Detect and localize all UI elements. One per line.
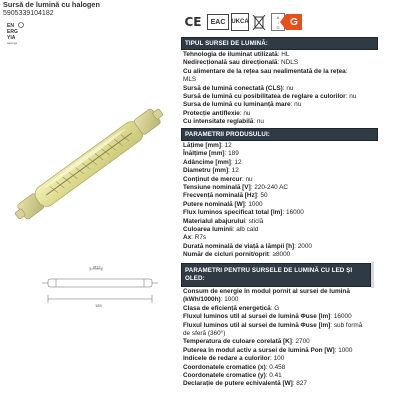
svg-text:Ø12: Ø12: [93, 265, 101, 270]
spec-label: Sursă de lumină conectată (CLS): [183, 84, 283, 92]
eac-mark-icon: EAC: [207, 14, 229, 30]
spec-label: Flux luminos specificat total [lm]: [183, 209, 283, 217]
spec-label: Puterea în modul activ a sursei de lumină Pon [W]: [183, 346, 335, 354]
scrollbar[interactable]: [371, 262, 374, 288]
spec-value: : HL: [277, 51, 290, 58]
section-body: [181, 50, 378, 128]
spec-row: [183, 184, 376, 192]
spec-row: [183, 159, 376, 167]
spec-row: [183, 243, 376, 251]
spec-value: : nu: [290, 101, 302, 109]
svg-text:savings: savings: [7, 41, 18, 45]
spec-value: : sticlă: [245, 217, 264, 225]
spec-value: : 189: [224, 150, 239, 158]
spec-label: Putere nominală [W]: [183, 200, 245, 208]
section-header: TIPUL SURSEI DE LUMINĂ:: [181, 37, 378, 50]
spec-value: : G: [270, 304, 280, 312]
spec-label: Coordonatele cromatice (y): [183, 372, 266, 380]
svg-text:EN: EN: [7, 23, 14, 29]
spec-value: : nu: [239, 109, 251, 117]
spec-label: Culoarea luminii: [183, 226, 233, 234]
spec-value: : 827: [292, 380, 307, 388]
spec-row: [183, 347, 369, 355]
spec-row: [183, 68, 376, 76]
spec-label: Tensiune nominală [V]: [183, 184, 251, 192]
weee-bin-icon: [251, 12, 267, 32]
energy-class-letter: G: [286, 14, 302, 30]
spec-row: [183, 218, 376, 226]
spec-value: : 12: [230, 158, 242, 166]
spec-value: : nu: [282, 84, 294, 92]
technical-drawing: [40, 265, 160, 313]
spec-row: [183, 338, 369, 346]
spec-row: [183, 226, 376, 234]
spec-label: Protecție antiflexie: [183, 109, 240, 117]
spec-label: Durată nominală de viață a lămpii [h]: [183, 242, 295, 250]
energy-scale-icon: A ↓ G: [271, 13, 285, 31]
spec-label: Materialul abajurului: [183, 217, 246, 225]
spec-value: : NDLS: [277, 59, 299, 67]
spec-label: Frecvență nominală [Hz]: [183, 192, 257, 200]
spec-value: : nu: [253, 118, 264, 126]
section-body: [181, 287, 371, 390]
spec-label: Fluxul luminos util al sursei de lumină Φuse [lm]: [183, 313, 331, 321]
certification-icons: [181, 10, 400, 34]
spec-label: Adâncime [mm]: [183, 158, 231, 166]
ce-mark-icon: CE: [184, 15, 202, 29]
spec-row: [183, 93, 376, 101]
spec-label: Fluxul luminos util al sursei de lumină Φuse [lm]: [183, 321, 331, 329]
section-header: PARAMETRI PENTRU SURSELE DE LUMINĂ CU LED ȘI OLED:: [181, 263, 371, 287]
section-header: PARAMETRII PRODUSULUI:: [181, 128, 378, 141]
spec-value: : 12: [221, 142, 232, 149]
spec-label: Cu alimentare de la rețea sau nealimentată de la rețea: [183, 67, 346, 75]
spec-row: [183, 167, 376, 175]
spec-label: Conținut de mercur: [183, 175, 242, 183]
spec-row: [183, 313, 369, 321]
spec-value: : 1000: [220, 296, 239, 304]
spec-value: : alb cald: [232, 226, 259, 234]
product-code: 5905339104182: [3, 10, 54, 17]
spec-label: Sursă de lumină cu posibilitatea de reglare a culorilor: [183, 93, 346, 101]
spec-value: : 1000: [334, 346, 353, 354]
spec-row: [183, 76, 376, 84]
spec-value: : 16000: [330, 313, 352, 321]
spec-value: : nu: [241, 175, 253, 183]
spec-row: [183, 85, 376, 93]
spec-label: Tehnologia de iluminat utilizată: [183, 51, 278, 58]
spec-label: Nedirecțională sau direcțională: [183, 59, 278, 67]
light-source-type-section: [181, 37, 378, 128]
spec-row: [183, 110, 376, 118]
spec-label: Sursa de lumină cu luminanță mare: [183, 101, 291, 109]
spec-label: Cu intensitate reglabilă: [183, 118, 254, 126]
spec-label: Clasa de eficiență energetică: [183, 304, 271, 312]
energy-class-badge: [271, 13, 302, 31]
spec-row: [183, 288, 369, 305]
svg-text:YIA: YIA: [7, 35, 16, 41]
spec-row: [183, 372, 369, 380]
spec-value: : 2700: [291, 338, 310, 346]
spec-value: : 50: [256, 192, 268, 200]
spec-label: Declarație de putere echivalentă [W]: [183, 380, 293, 388]
svg-text:ERG: ERG: [7, 29, 18, 35]
spec-row: [183, 118, 376, 126]
spec-value: : 0.458: [265, 363, 286, 371]
spec-row: [183, 101, 376, 109]
spec-label: Ax: [183, 234, 192, 242]
eu-energy-logo-icon: [4, 21, 26, 45]
spec-label: Indicele de redare a culorilor: [183, 355, 271, 363]
spec-label: Număr de cicluri pornit/oprit: [183, 251, 269, 259]
ukca-mark-icon: UK CA: [231, 13, 249, 31]
spec-row: [183, 209, 376, 217]
spec-row: [183, 176, 376, 184]
spec-value: : 2000: [294, 242, 312, 250]
spec-row: [183, 234, 376, 242]
spec-value: : 220-240 AC: [250, 184, 289, 192]
product-title: Sursă de lumină cu halogen: [3, 0, 100, 9]
spec-value: : 0.41: [265, 372, 282, 380]
spec-label: Diametru [mm]: [183, 167, 229, 175]
spec-value: : 16000: [282, 209, 304, 217]
spec-row: [183, 251, 376, 259]
spec-row: [183, 59, 376, 67]
spec-value: :: [345, 67, 348, 75]
section-body: [181, 141, 378, 261]
spec-row: [183, 305, 369, 313]
spec-row: [183, 192, 376, 200]
spec-value: : 100: [270, 355, 285, 363]
halogen-lamp-image: [0, 60, 178, 268]
spec-label: Temperatura de culoare corelată [K]: [183, 338, 292, 346]
spec-row: [183, 51, 376, 59]
spec-row: [183, 322, 369, 339]
spec-value: : ≥8000: [268, 251, 291, 259]
led-oled-parameters-section: [181, 263, 371, 390]
spec-row: [183, 380, 369, 388]
spec-label: Consum de energie în modul pornit al sursei de lumină (kWh/1000h): [183, 288, 350, 304]
spec-label: Lățime [mm]: [183, 142, 221, 149]
spec-row: [183, 355, 369, 363]
spec-row: [183, 364, 369, 372]
spec-value: MLS: [183, 76, 197, 84]
spec-row: [183, 150, 376, 158]
spec-value: : R7s: [191, 234, 207, 242]
spec-row: [183, 201, 376, 209]
spec-label: Înălțime [mm]: [183, 150, 225, 158]
spec-value: : sub formă de sferă (360°): [183, 321, 363, 338]
product-parameters-section: [181, 128, 378, 261]
spec-label: Coordonatele cromatice (x): [183, 363, 266, 371]
spec-value: : 12: [228, 167, 239, 175]
svg-text:189: 189: [95, 303, 102, 308]
spec-value: : nu: [345, 93, 357, 101]
spec-value: : 1000: [244, 200, 263, 208]
